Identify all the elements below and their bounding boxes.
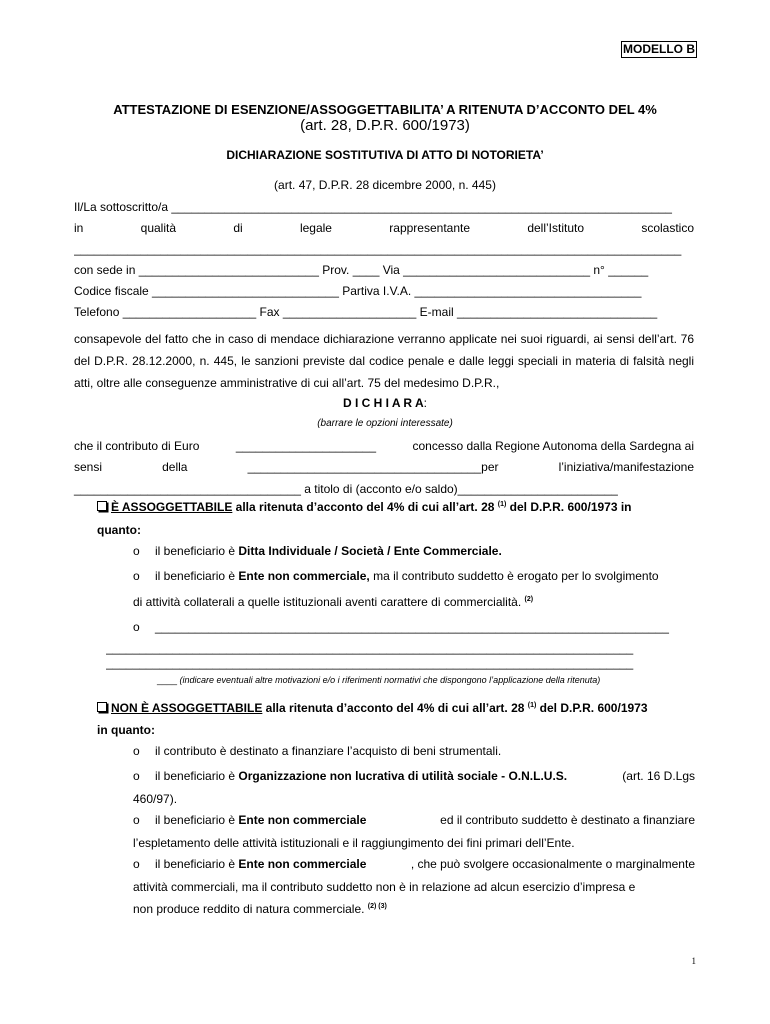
motivation-text: (indicare eventuali altre motivazioni e/o i riferimenti normativi che dispongono l’applicazione della ritenuta) [177,675,601,685]
contributo-line-1 [74,439,694,453]
dichiara-colon: : [423,396,427,410]
section-b-option-4-cont-2 [133,902,387,916]
section-a-option-1[interactable] [133,544,502,558]
dichiara-heading [0,396,770,410]
title-reference: (art. 28, D.P.R. 600/1973) [300,117,470,134]
field-istituto[interactable]: ___________________________________________________________________________________________ [74,242,682,256]
option-text: (art. 16 D.Lgs [622,769,695,783]
option-bullet: o [133,569,140,583]
qualita-word: in [74,221,84,235]
option-text: ma il contributo suddetto è erogato per lo svolgimento [369,569,659,583]
option-bold-text: Organizzazione non lucrativa di utilità sociale - O.N.L.U.S. [238,769,568,783]
field-sede[interactable]: con sede in ___________________________ Prov. ____ Via ____________________________ n° ______ [74,263,649,277]
option-text: il contributo è destinato a finanziare l’acquisto di beni strumentali. [155,744,502,758]
section-b-option-3[interactable] [133,813,695,827]
option-text: il beneficiario è [155,544,239,558]
field-sottoscritto[interactable]: Il/La sottoscritto/a ___________________________________________________________________________ [74,200,672,214]
section-a-option-3[interactable] [133,620,695,634]
option-text: ed il contributo suddetto è destinato a finanziare [440,813,695,827]
section-a-text: alla ritenuta d’acconto del 4% di cui all’art. 28 [232,500,498,514]
qualita-word: rappresentante [389,221,471,235]
contributo-text: che il contributo di Euro [74,439,200,453]
option-text: il beneficiario è [155,769,239,783]
option-bold-text: Ente non commerciale [238,813,367,827]
option-bold-text: Ente non commerciale, [238,569,370,583]
footnote-ref: (1) [497,501,507,508]
field-qualita-line [74,221,694,235]
option-text: di attività collaterali a quelle istituzionali aventi carattere di commercialità. [133,595,525,609]
field-codice-fiscale[interactable]: Codice fiscale ____________________________ Partiva I.V.A. __________________________________ [74,284,642,298]
footnote-ref: (2) [524,596,534,603]
option-text: non produce reddito di natura commerciale. [133,902,368,916]
option-text: il beneficiario è [155,813,239,827]
option-bullet: o [133,857,140,871]
section-a-blank-line-3[interactable]: _______________________________________________________________________________ [106,656,634,670]
contributo-text: della [162,460,188,474]
dichiara-label: D I C H I A R A [342,396,424,410]
contributo-line-3[interactable]: __________________________________ a titolo di (acconto e/o saldo)________________________ [74,482,618,496]
option-blank-line[interactable]: _____________________________________________________________________________ [155,620,669,634]
option-text: , che può svolgere occasionalmente o marginalmente [410,857,695,871]
section-b-option-1[interactable] [133,744,501,758]
section-a-option-2[interactable] [133,569,659,583]
contributo-line-2 [74,460,694,474]
option-text: il beneficiario è [155,569,239,583]
page-number: 1 [691,956,696,966]
dichiara-note: (barrare le opzioni interessate) [317,418,453,429]
contributo-text: concesso dalla Regione Autonoma della Sardegna ai [412,439,694,453]
section-b-text-end: del D.P.R. 600/1973 [536,701,648,715]
option-bullet: o [133,544,140,558]
option-bold-text: Ente non commerciale [238,857,367,871]
option-bullet: o [133,744,140,758]
document-subtitle: DICHIARAZIONE SOSTITUTIVA DI ATTO DI NOTORIETA’ [226,148,544,162]
footnote-ref: (2) (3) [367,903,387,910]
option-text: il beneficiario è [155,857,239,871]
contributo-text: sensi [74,460,103,474]
section-b-quanto: in quanto: [97,723,155,737]
section-b-label: NON È ASSOGGETTABILE [111,701,263,715]
section-b-heading [97,701,648,715]
field-telefono[interactable]: Telefono ____________________ Fax ____________________ E-mail ______________________________ [74,305,658,319]
section-a-blank-line-2[interactable]: _______________________________________________________________________________ [106,641,634,655]
option-bullet: o [133,813,140,827]
section-a-heading [97,500,632,514]
option-bullet: o [133,620,140,634]
qualita-word: qualità [140,221,177,235]
section-a-motivation-note [157,675,600,685]
contributo-law-field[interactable]: ___________________________________per [247,460,499,474]
contributo-amount-field[interactable]: _____________________ [235,439,377,453]
option-bullet: o [133,769,140,783]
section-b-option-3-cont: l’espletamento delle attività istituzionali e il raggiungimento dei fini primari dell’Ente. [133,836,575,850]
footnote-ref: (1) [527,702,537,709]
section-a-option-2-cont [133,595,533,609]
section-b-option-2[interactable] [133,769,695,783]
section-a-label: È ASSOGGETTABILE [111,500,233,514]
model-label: MODELLO B [623,42,695,56]
declaration-text: consapevole del fatto che in caso di mendace dichiarazione verranno applicate nei suoi riguardi, ai sensi dell’art. 76 del D.P.R. 28.12.2000, n. 445, le sanzioni previste dal codice penale e dalle leggi speciali in materia di falsità negli atti, oltre alle conseguenze amministrative di cui all’art. 75 del medesimo D.P.R., [74,332,694,390]
section-b-text: alla ritenuta d’acconto del 4% di cui all’art. 28 [262,701,528,715]
qualita-word: dell’Istituto [527,221,585,235]
qualita-word: legale [299,221,332,235]
document-title: ATTESTAZIONE DI ESENZIONE/ASSOGGETTABILITA’ A RITENUTA D’ACCONTO DEL 4% [113,102,657,117]
section-b-option-4[interactable] [133,857,695,871]
section-a-text-end: del D.P.R. 600/1973 in [506,500,632,514]
motivation-prefix: ____ [157,675,178,685]
section-a-quanto: quanto: [97,523,141,537]
section-b-option-4-cont: attività commerciali, ma il contributo suddetto non è in relazione ad alcun esercizio d’impresa e [133,880,636,894]
contributo-text: l’iniziativa/manifestazione [558,460,694,474]
subtitle-reference: (art. 47, D.P.R. 28 dicembre 2000, n. 445) [274,178,496,192]
qualita-word: di [233,221,243,235]
option-bold-text: Ditta Individuale / Società / Ente Commerciale. [238,544,502,558]
section-b-option-2-cont: 460/97). [133,792,178,806]
qualita-word: scolastico [641,221,694,235]
checkbox-non-assoggettabile[interactable] [97,702,107,712]
checkbox-assoggettabile[interactable] [97,501,107,511]
